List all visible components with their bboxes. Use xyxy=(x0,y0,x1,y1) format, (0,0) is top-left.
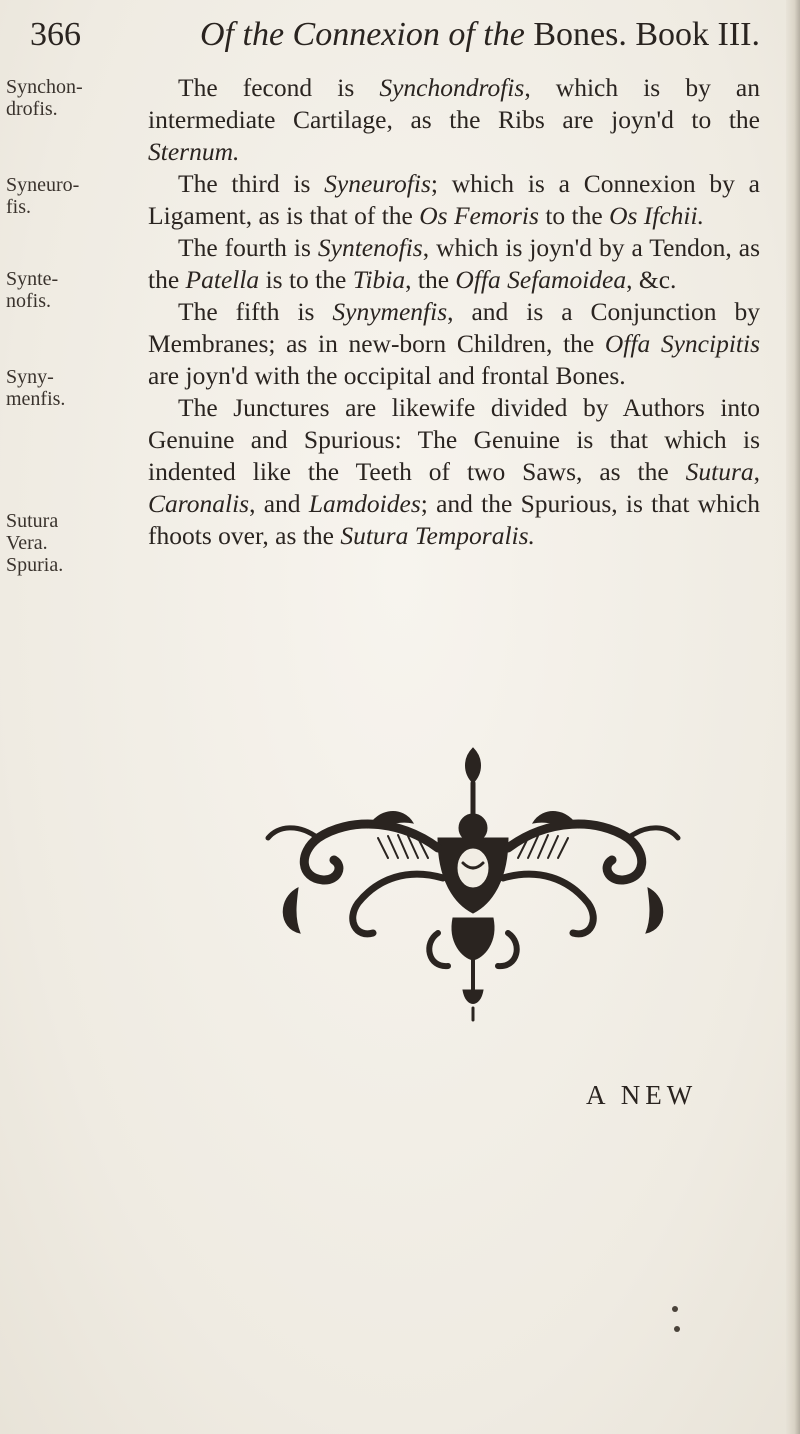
italic-term: Sutura Temporalis. xyxy=(340,521,535,550)
italic-term: Sternum. xyxy=(148,137,240,166)
margin-note-syneurofis xyxy=(6,174,124,218)
paragraph-syntenofis xyxy=(148,232,760,296)
running-title-roman: Bones. xyxy=(524,16,627,53)
paragraph-syneurofis xyxy=(148,168,760,232)
italic-term: Offa Syncipitis xyxy=(604,329,760,358)
italic-term: Syntenofis xyxy=(317,233,423,262)
catchword: A NEW xyxy=(586,1080,698,1110)
text-run: , and xyxy=(249,489,309,518)
paragraph-junctures xyxy=(148,392,760,552)
margin-note-line: Syny- xyxy=(6,366,54,388)
margin-note-line: menfis. xyxy=(6,388,66,410)
margin-note-synymenfis xyxy=(6,366,124,410)
italic-term: Offa Sefamoidea xyxy=(455,265,627,294)
paragraph-synymenfis xyxy=(148,296,760,392)
text-run: The fifth is xyxy=(178,297,333,326)
text-run: , the xyxy=(405,265,456,294)
text-run: to the xyxy=(538,201,610,230)
running-title-italic: Of the Connexion of the xyxy=(200,16,525,53)
italic-term: Synymenfis xyxy=(332,297,448,326)
italic-term: Sutura xyxy=(685,457,754,486)
margin-note-line: Vera. xyxy=(6,532,48,554)
text-run: , &c. xyxy=(626,265,677,294)
margin-note-line: fis. xyxy=(6,196,31,218)
running-header xyxy=(30,12,765,66)
page-edge-shadow xyxy=(786,0,800,1434)
margin-note-line: Synchon- xyxy=(6,76,83,98)
paragraph-synchondrofis xyxy=(148,72,760,168)
margin-note-syntenofis xyxy=(6,268,124,312)
ink-speck xyxy=(674,1326,680,1332)
margin-note-sutura xyxy=(6,510,124,576)
italic-term: Syneurofis xyxy=(324,169,431,198)
running-title-book: Book III. xyxy=(626,16,760,53)
text-run: ; which is a Connexion by a Ligament, as is that of the xyxy=(148,169,760,230)
italic-term: Os Ifchii. xyxy=(609,201,704,230)
text-run: , which is by an intermediate Cartilage, as the Ribs are joyn'd to the xyxy=(148,73,760,134)
running-title xyxy=(200,16,760,54)
italic-term: Tibia xyxy=(352,265,406,294)
margin-note-line: Spuria. xyxy=(6,554,64,576)
body-text xyxy=(148,72,760,552)
ink-speck xyxy=(672,1306,678,1312)
text-run: is to the xyxy=(259,265,353,294)
text-run: The fourth is xyxy=(178,233,318,262)
page-number: 366 xyxy=(30,16,81,53)
text-run: , xyxy=(753,457,760,486)
margin-note-line: Syneuro- xyxy=(6,174,80,196)
margin-note-line: Synte- xyxy=(6,268,59,290)
margin-note-line: Sutura xyxy=(6,510,59,532)
text-run: are joyn'd with the occipital and frontal Bones. xyxy=(148,361,626,390)
italic-term: Caronalis xyxy=(148,489,250,518)
text-run: The Junctures are likewife divided by Authors into Genuine and Spurious: The Genuine is that which is indented like the Teeth of two Saws, as the xyxy=(148,393,760,486)
margin-note-line: drofis. xyxy=(6,98,58,120)
fleuron-headpiece-icon xyxy=(238,728,708,1028)
text-run: , which is joyn'd by a Tendon, as the xyxy=(148,233,760,294)
text-run: The third is xyxy=(178,169,325,198)
italic-term: Patella xyxy=(185,265,260,294)
margin-note-synchondrofis xyxy=(6,76,124,120)
text-run: ; and the Spurious, is that which fhoots over, as the xyxy=(148,489,760,550)
text-run: , and is a Conjunction by Membranes; as in new-born Children, the xyxy=(148,297,760,358)
italic-term: Os Femoris xyxy=(419,201,539,230)
margin-note-line: nofis. xyxy=(6,290,51,312)
italic-term: Synchondrofis xyxy=(379,73,525,102)
italic-term: Lamdoides xyxy=(308,489,421,518)
text-run: The fecond is xyxy=(178,73,380,102)
